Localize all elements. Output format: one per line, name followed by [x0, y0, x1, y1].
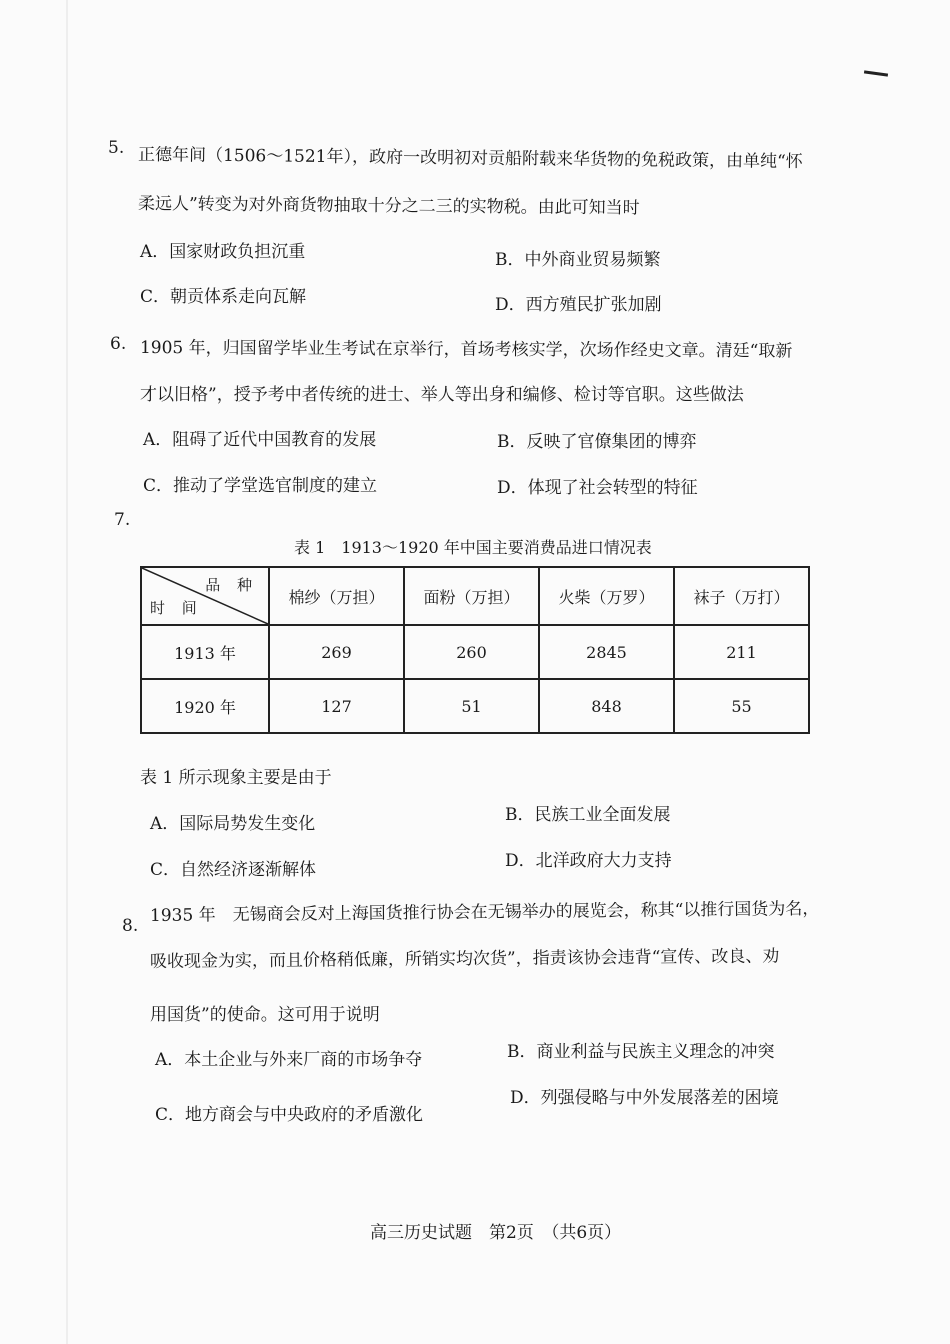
- table-caption: 表 1 1913～1920 年中国主要消费品进口情况表: [294, 538, 652, 557]
- q8-line1: 1935 年 无锡商会反对上海国货推行协会在无锡举办的展览会，称其“以推行国货为名，: [149, 898, 820, 926]
- header-time: 时 间: [150, 599, 203, 617]
- column-header: 袜子（万打）: [674, 567, 809, 625]
- q7-option-c[interactable]: C．自然经济逐渐解体: [150, 860, 317, 880]
- q5-option-d[interactable]: D．西方殖民扩张加剧: [495, 295, 662, 315]
- corner-mark: [864, 70, 888, 76]
- q5-option-a[interactable]: A．国家财政负担沉重: [140, 242, 306, 262]
- scan-shadow: [66, 0, 68, 1344]
- q8-line2: 吸收现金为实，而且价格稍低廉，所销实均次货”，指责该协会违背“宣传、改良、劝: [149, 946, 780, 972]
- column-header: 面粉（万担）: [404, 567, 539, 625]
- column-header: 棉纱（万担）: [269, 567, 404, 625]
- q8-line3: 用国货”的使命。这可用于说明: [150, 1005, 380, 1025]
- q6-option-d[interactable]: D．体现了社会转型的特征: [497, 478, 698, 498]
- page-footer: 高三历史试题 第2页 （共6页）: [370, 1223, 622, 1243]
- table-cell: 2845: [539, 625, 674, 679]
- q8-option-d[interactable]: D．列强侵略与中外发展落差的困境: [510, 1088, 779, 1108]
- q7-option-d[interactable]: D．北洋政府大力支持: [505, 851, 672, 871]
- q5-option-b[interactable]: B．中外商业贸易频繁: [495, 250, 661, 270]
- q6-line1: 1905 年，归国留学毕业生考试在京举行，首场考核实学，次场作经史文章。清廷“取新: [139, 338, 793, 362]
- column-header: 火柴（万罗）: [539, 567, 674, 625]
- row-year: 1913 年: [141, 625, 269, 679]
- table-cell: 269: [269, 625, 404, 679]
- q6-option-b[interactable]: B．反映了官僚集团的博弈: [497, 432, 697, 452]
- q6-number: 6.: [110, 334, 127, 354]
- q6-option-a[interactable]: A．阻碍了近代中国教育的发展: [143, 430, 377, 450]
- q7-stem: 表 1 所示现象主要是由于: [140, 768, 332, 788]
- q7-option-b[interactable]: B．民族工业全面发展: [505, 805, 671, 825]
- q7-number: 7.: [114, 510, 131, 530]
- table-cell: 55: [674, 679, 809, 733]
- q5-number: 5.: [108, 138, 125, 158]
- q8-option-b[interactable]: B．商业利益与民族主义理念的冲突: [507, 1042, 775, 1062]
- q6-option-c[interactable]: C．推动了学堂选官制度的建立: [143, 476, 378, 496]
- row-year: 1920 年: [141, 679, 269, 733]
- q7-option-a[interactable]: A．国际局势发生变化: [150, 814, 316, 834]
- import-table: [140, 566, 810, 734]
- table-cell: 51: [404, 679, 539, 733]
- table-cell: 260: [404, 625, 539, 679]
- table-corner-cell: [141, 567, 269, 625]
- table-cell: 127: [269, 679, 404, 733]
- q5-option-c[interactable]: C．朝贡体系走向瓦解: [140, 287, 307, 307]
- q8-option-a[interactable]: A．本土企业与外来厂商的市场争夺: [155, 1050, 423, 1070]
- table-row: [141, 679, 809, 733]
- q8-number: 8.: [122, 916, 139, 936]
- table-cell: 848: [539, 679, 674, 733]
- table-header-row: [141, 567, 809, 625]
- q5-line2: 柔远人”转变为对外商货物抽取十分之二三的实物税。由此可知当时: [137, 194, 640, 219]
- table-row: [141, 625, 809, 679]
- q6-line2: 才以旧格”，授予考中者传统的进士、举人等出身和编修、检讨等官职。这些做法: [140, 385, 744, 405]
- q5-line1: 正德年间（1506～1521年），政府一改明初对贡船附载来华货物的免税政策，由单纯“怀: [137, 145, 803, 172]
- table-cell: 211: [674, 625, 809, 679]
- q8-option-c[interactable]: C．地方商会与中央政府的矛盾激化: [155, 1105, 424, 1125]
- header-category: 品 种: [205, 576, 258, 594]
